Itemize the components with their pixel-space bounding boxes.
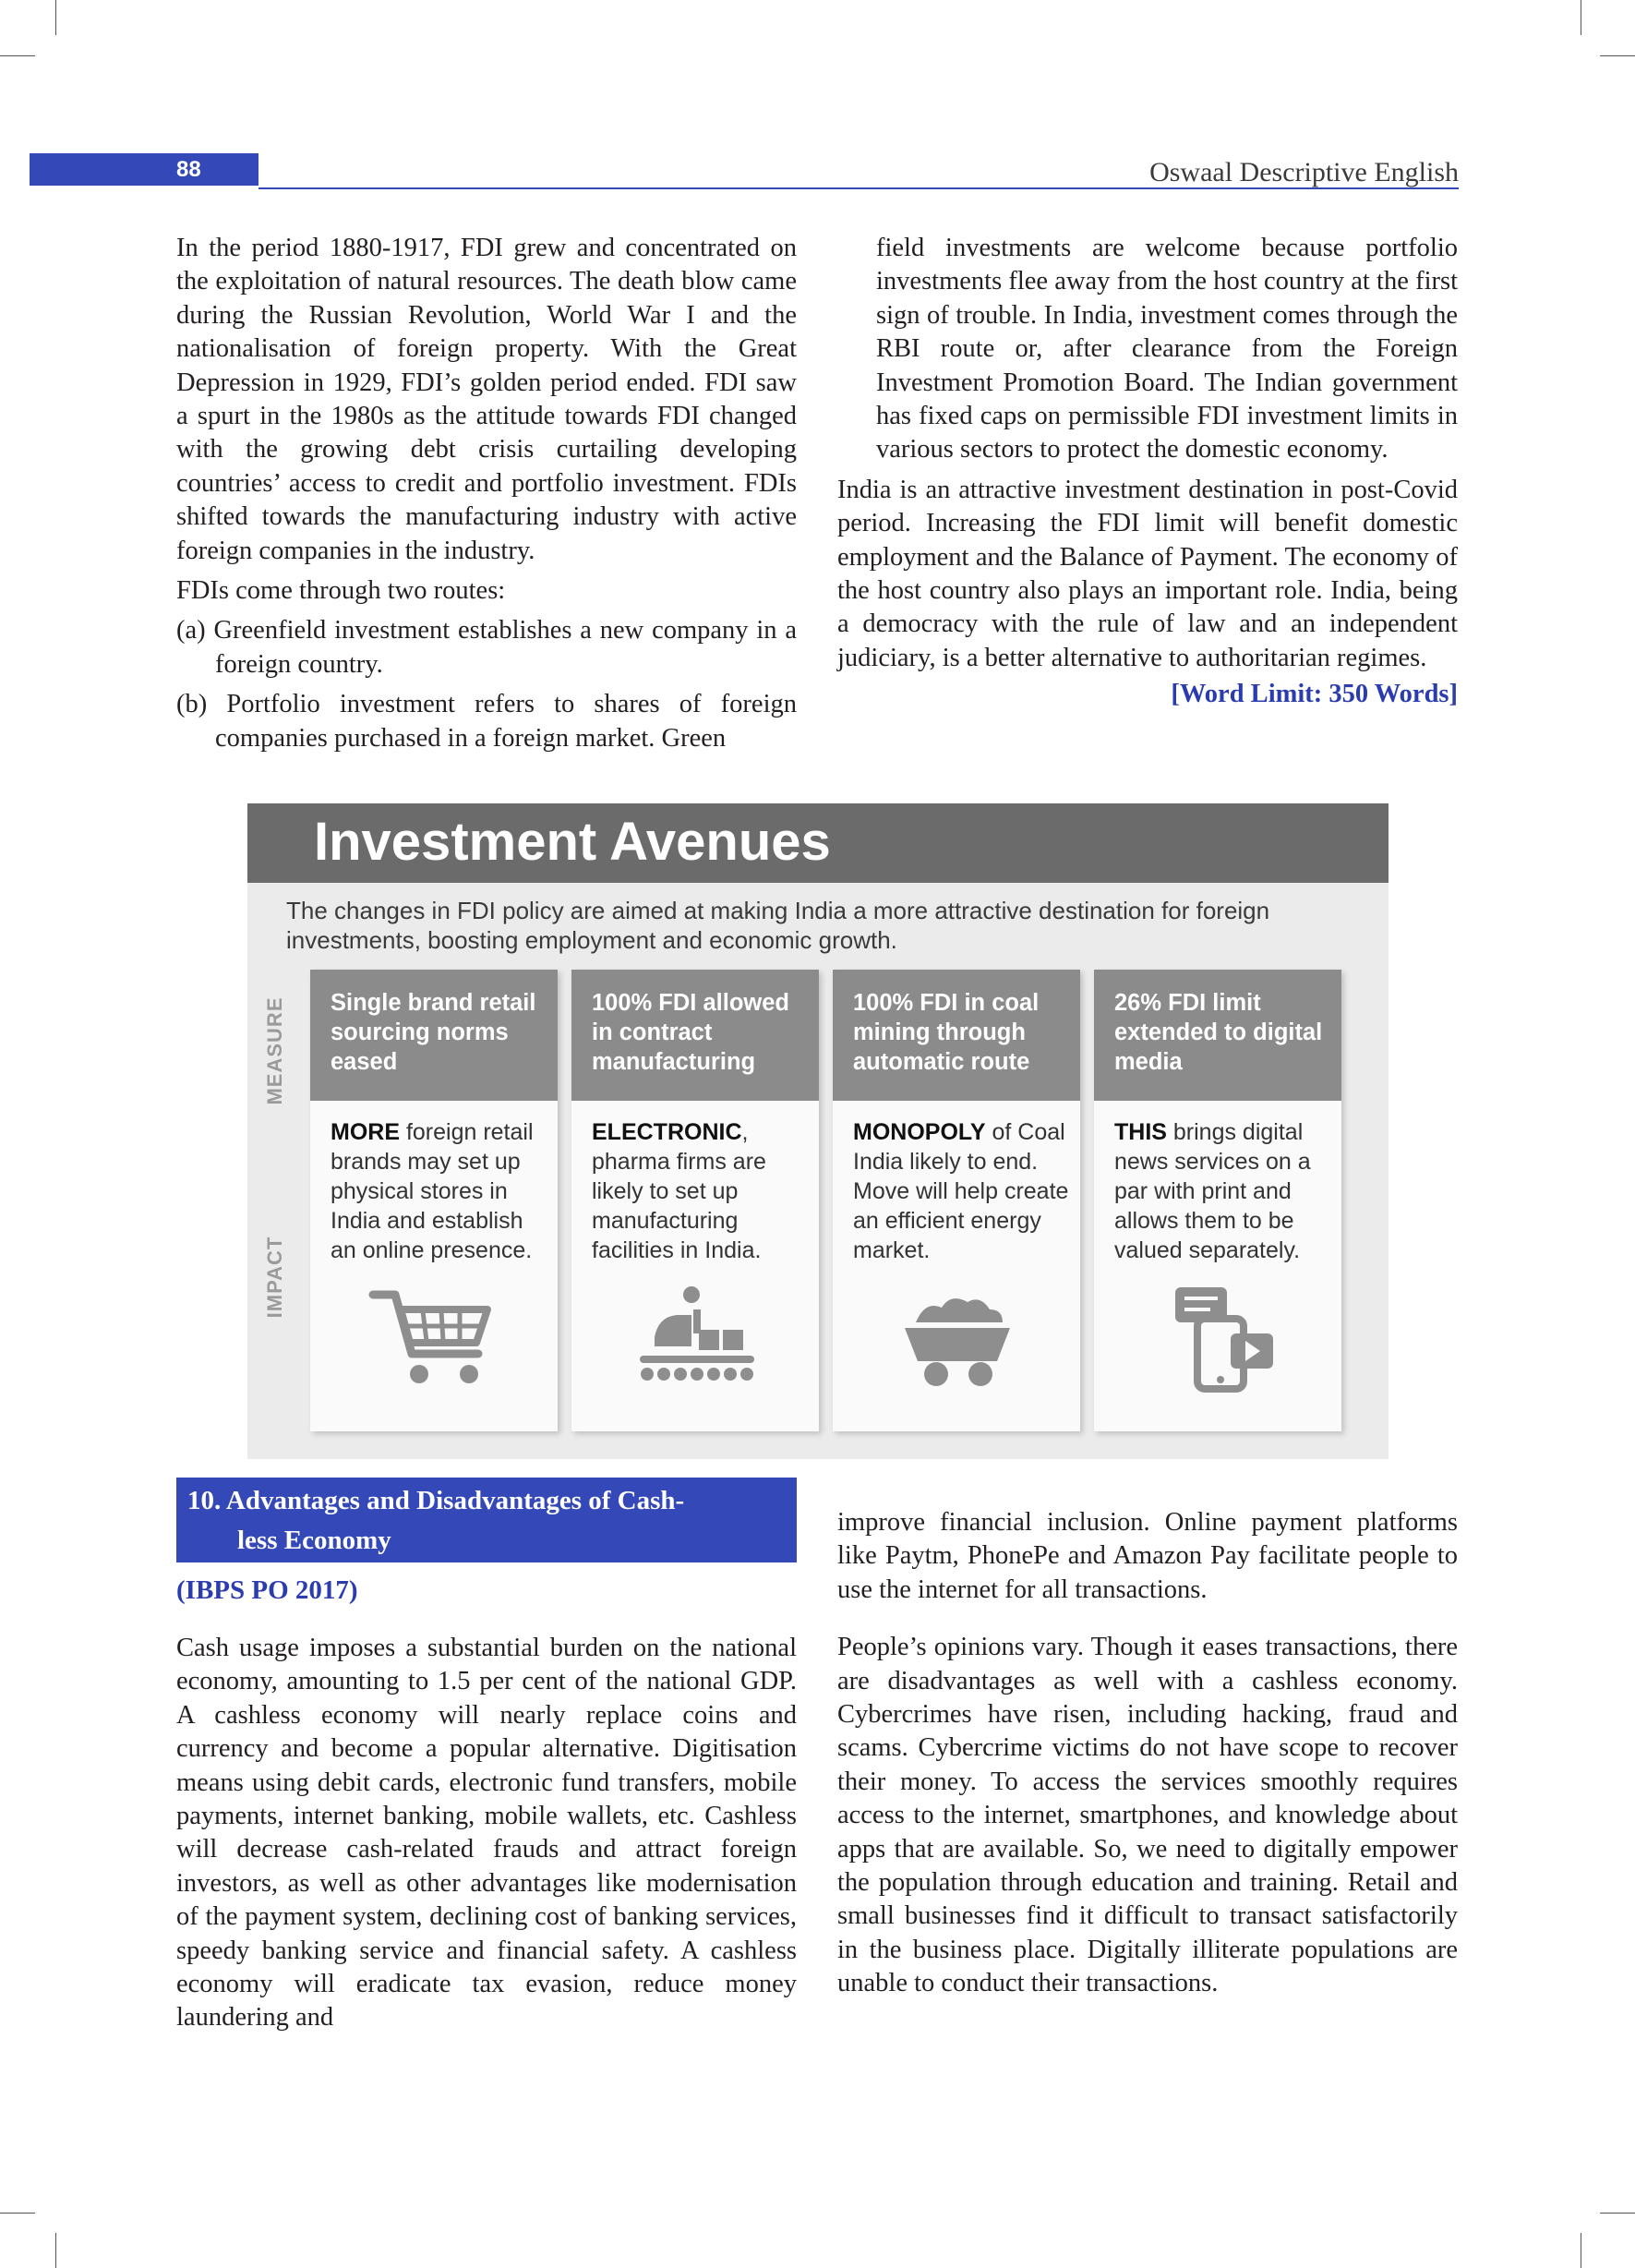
card-measure bbox=[571, 970, 819, 1101]
page-number: 88 bbox=[30, 153, 258, 186]
info-card bbox=[310, 970, 558, 1431]
impact-text: , pharma firms are likely to set up manufacturing facilities in India. bbox=[592, 1119, 766, 1263]
crop-mark bbox=[1600, 55, 1635, 56]
card-impact bbox=[592, 1117, 813, 1265]
section-right-column bbox=[837, 1506, 1458, 2001]
coal-cart-icon bbox=[888, 1282, 1027, 1393]
infographic-title: Investment Avenues bbox=[314, 812, 831, 872]
section-left-column bbox=[176, 1632, 797, 2035]
paragraph: FDIs come through two routes: bbox=[176, 576, 506, 606]
card-measure-text: 100% FDI in coal mining through automatic route bbox=[853, 990, 1040, 1075]
shopping-cart-icon bbox=[366, 1282, 504, 1393]
book-title: Oswaal Descriptive English bbox=[1149, 157, 1459, 187]
impact-text: brings digital news services on a par with print and allows them to be valued separately. bbox=[1114, 1119, 1311, 1263]
info-card bbox=[1094, 970, 1341, 1431]
measure-label: MEASURE bbox=[263, 996, 286, 1105]
paragraph: field investments are welcome because portfolio investments flee away from the host country at the first sign of trouble. In India, investment comes through the RBI route or, after clearance from the Foreign Investment Promotion Board. The Indian government has fixed caps on permissible FDI investment limits in various sectors to protect the domestic economy. bbox=[876, 234, 1458, 464]
impact-text: of Coal India likely to end. Move will help create an efficient energy market. bbox=[853, 1119, 1069, 1263]
section-heading bbox=[176, 1478, 797, 1562]
list-item: (a) Greenfield investment establishes a new company in a foreign country. bbox=[176, 616, 797, 679]
card-measure-text: Single brand retail sourcing norms eased bbox=[331, 990, 536, 1075]
page-header bbox=[30, 153, 1459, 190]
infographic-title-bar bbox=[247, 803, 1389, 883]
section-heading-line2: less Economy bbox=[237, 1526, 391, 1555]
conveyor-worker-icon bbox=[627, 1282, 765, 1393]
info-card bbox=[571, 970, 819, 1431]
paragraph: improve financial inclusion. Online payment platforms like Paytm, PhonePe and Amazon Pay facilitate people to use the internet for all transactions. bbox=[837, 1508, 1458, 1604]
impact-lead: ELECTRONIC bbox=[592, 1119, 742, 1145]
infographic bbox=[247, 803, 1389, 1459]
paragraph: Cash usage imposes a substantial burden on the national economy, amounting to 1.5 per cent of the national GDP. A cashless economy will nearly replace coins and currency and become a popular alternative. Digitisation means using debit cards, electronic fund transfers, mobile payments, internet banking, mobile wallets, etc. Cashless will decrease cash-related frauds and attract foreign investors, as well as other advantages like modernisation of the payment system, declining cost of banking services, speedy banking service and financial safety. A cashless economy will eradicate tax evasion, reduce money laundering and bbox=[176, 1634, 797, 2033]
impact-lead: THIS bbox=[1114, 1119, 1167, 1145]
impact-label: IMPACT bbox=[263, 1236, 286, 1319]
card-impact bbox=[853, 1117, 1075, 1265]
left-column bbox=[176, 232, 797, 755]
digital-media-icon bbox=[1149, 1282, 1288, 1393]
card-measure-text: 26% FDI limit extended to digital media bbox=[1114, 990, 1323, 1075]
info-card bbox=[833, 970, 1080, 1431]
crop-mark bbox=[55, 0, 56, 35]
right-column bbox=[837, 232, 1458, 712]
card-impact bbox=[1114, 1117, 1336, 1265]
word-limit: [Word Limit: 350 Words] bbox=[1171, 680, 1458, 709]
crop-mark bbox=[1600, 2213, 1635, 2214]
impact-text: foreign retail brands may set up physical stores in India and establish an online presence. bbox=[331, 1119, 534, 1263]
crop-mark bbox=[55, 2233, 56, 2268]
paragraph: People’s opinions vary. Though it eases transactions, there are disadvantages as well with a cashless economy. Cybercrimes have risen, including hacking, fraud and scams. Cybercrime victims do not have scope to recover their money. To access the services smoothly requires access to the internet, smartphones, and knowledge about apps that are available. So, we need to digitally empower the population through education and training. Retail and small businesses find it difficult to transact satisfactorily in the business place. Digitally illiterate populations are unable to conduct their transactions. bbox=[837, 1633, 1458, 1998]
section-heading-line1: 10. Advantages and Disadvantages of Cash- bbox=[187, 1486, 685, 1515]
infographic-subtitle: The changes in FDI policy are aimed at making India a more attractive destination for foreign investments, boosting employment and economic growth. bbox=[286, 897, 1270, 954]
exam-source: (IBPS PO 2017) bbox=[176, 1575, 358, 1605]
card-impact bbox=[331, 1117, 552, 1265]
card-measure bbox=[1094, 970, 1341, 1101]
card-measure bbox=[310, 970, 558, 1101]
paragraph: India is an attractive investment destination in post-Covid period. Increasing the FDI limit will benefit domestic employment and the Balance of Payment. The economy of the host country also plays an important role. India, being a democracy with the rule of law and an independent judiciary, is a better alternative to authoritarian regimes. bbox=[837, 475, 1458, 672]
crop-mark bbox=[0, 55, 35, 56]
impact-lead: MORE bbox=[331, 1119, 400, 1145]
list-item: (b) Portfolio investment refers to shares of foreign companies purchased in a foreign market. Green bbox=[176, 690, 797, 753]
crop-mark bbox=[0, 2213, 35, 2214]
card-measure bbox=[833, 970, 1080, 1101]
card-measure-text: 100% FDI allowed in contract manufacturing bbox=[592, 990, 789, 1075]
impact-lead: MONOPOLY bbox=[853, 1119, 986, 1145]
paragraph: In the period 1880-1917, FDI grew and concentrated on the exploitation of natural resources. The death blow came during the Russian Revolution, World War I and the nationalisation of foreign property. With the Great Depression in 1929, FDI’s golden period ended. FDI saw a spurt in the 1980s as the attitude towards FDI changed with the growing debt crisis curtailing developing countries’ access to credit and portfolio investment. FDIs shifted towards the manufacturing industry with active foreign companies in the industry. bbox=[176, 234, 797, 565]
